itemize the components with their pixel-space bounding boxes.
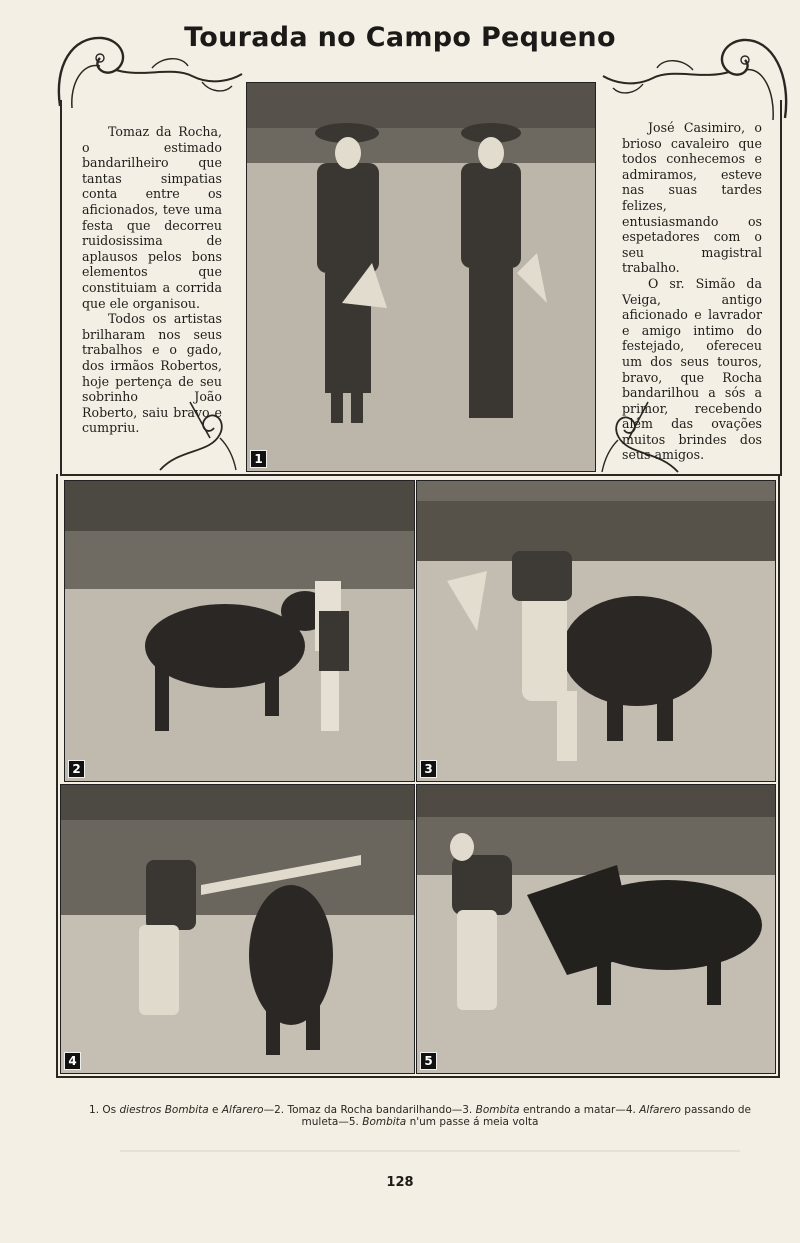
photo-number-badge: 3	[420, 760, 437, 778]
photo-number-badge: 5	[420, 1052, 437, 1070]
left-flourish-ornament	[52, 26, 247, 116]
photo-number-badge: 4	[64, 1052, 81, 1070]
outer-left-border	[56, 474, 58, 1078]
caption-part: Alfarero	[639, 1104, 681, 1116]
photo-caption	[70, 1104, 770, 1128]
caption-part: Bombita	[362, 1116, 407, 1128]
right-text-column	[622, 120, 762, 463]
right-border	[780, 100, 782, 476]
caption-part: n'um passe á meia volta	[409, 1116, 539, 1128]
caption-part: Bombita	[164, 1104, 209, 1116]
left-paragraph-1: Tomaz da Rocha, o estimado bandarilheiro que tantas simpatias conta entre os aficionados, teve uma festa que decorreu ruidosissima de aplausos pelos bons elementos que constituiam a corrida que ele organisou.	[82, 124, 222, 311]
left-paragraph-2: Todos os artistas brilharam nos seus trabalhos e o gado, dos irmãos Robertos, hoje pertença de seu sobrinho João Roberto, saiu bravo e cumpriu.	[82, 311, 222, 436]
photo-5-passe-a-meia-volta	[416, 784, 776, 1074]
caption-part: Alfarero	[221, 1104, 264, 1116]
caption-part: 1.	[89, 1104, 100, 1116]
photo-number-badge: 2	[68, 760, 85, 778]
page-number: 128	[386, 1175, 414, 1190]
page-title: Tourada no Campo Pequeno	[184, 22, 616, 53]
caption-part: diestros	[119, 1104, 162, 1116]
caption-part: passando de muleta—5.	[301, 1104, 751, 1128]
photo-3-entrando-a-matar	[416, 480, 776, 782]
right-flourish-ornament	[598, 26, 793, 126]
photo-4-passando-de-muleta	[60, 784, 415, 1074]
left-text-column	[82, 124, 222, 436]
caption-part: entrando a matar—4.	[522, 1104, 636, 1116]
photo-number-badge: 1	[250, 450, 267, 468]
caption-part: e	[212, 1104, 219, 1116]
photo-2-bandarilhando	[64, 480, 415, 782]
bleed-through-shadow	[120, 1150, 740, 1152]
left-border	[60, 100, 62, 476]
outer-right-border	[778, 474, 780, 1078]
caption-part: —2. Tomaz da Rocha bandarilhando—3.	[263, 1104, 473, 1116]
caption-part: Bombita	[475, 1104, 520, 1116]
caption-part: Os	[102, 1104, 117, 1116]
top-section-divider	[60, 474, 782, 476]
photo-1-matadors	[246, 82, 596, 472]
bottom-border	[56, 1076, 780, 1078]
right-paragraph-1: José Casimiro, o brioso cavaleiro que todos conhecemos e admiramos, esteve nas suas tardes felizes, entusiasmando os espetadores com o seu magistral trabalho.	[622, 120, 762, 276]
right-paragraph-2: O sr. Simão da Veiga, antigo aficionado e lavrador e amigo intimo do festejado, ofereceu um dos seus touros, bravo, que Rocha bandarilhou a sós a primor, recebendo além das ovações muitos brindes dos seus amigos.	[622, 275, 762, 463]
